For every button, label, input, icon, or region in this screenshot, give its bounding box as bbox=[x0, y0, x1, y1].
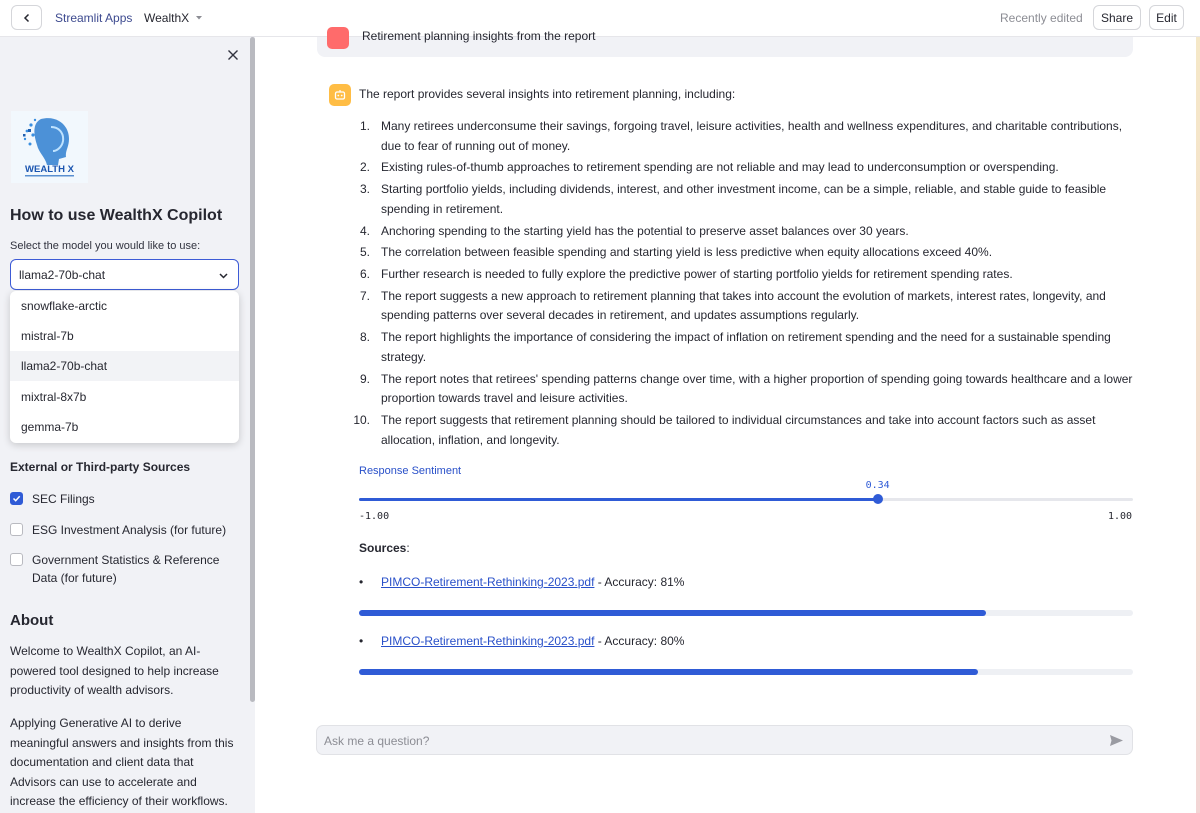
sentiment-value: 0.34 bbox=[865, 480, 890, 491]
checkbox-unchecked[interactable] bbox=[10, 523, 23, 536]
model-option-llama2-70b-chat[interactable]: llama2-70b-chat bbox=[10, 351, 239, 381]
list-item: 7. The report suggests a new approach to retirement planning that takes into account the evolution of markets, interest rates, longevity, and spending patterns over several decades in retirement, and updates assumptions regularly. bbox=[359, 288, 1106, 323]
checkbox-unchecked[interactable] bbox=[10, 553, 23, 566]
accuracy-progress-bar bbox=[359, 610, 1133, 616]
chat-input[interactable] bbox=[316, 725, 1133, 755]
window-edge bbox=[1196, 37, 1200, 813]
checkbox-checked[interactable] bbox=[10, 492, 23, 505]
source-accuracy: - Accuracy: 81% bbox=[594, 575, 685, 589]
sidebar bbox=[0, 37, 255, 813]
model-select[interactable] bbox=[10, 259, 239, 290]
sentiment-min: -1.00 bbox=[359, 511, 390, 522]
user-message bbox=[317, 29, 1133, 57]
sidebar-heading: How to use WealthX Copilot bbox=[10, 207, 223, 224]
user-message-text: Retirement planning insights from the report bbox=[362, 29, 596, 43]
close-icon bbox=[225, 47, 241, 63]
list-item: 2. Existing rules-of-thumb approaches to retirement spending are not reliable and may lead to underconsumption or overspending. bbox=[359, 160, 1059, 175]
sentiment-slider[interactable] bbox=[359, 498, 1133, 501]
app-switcher[interactable] bbox=[144, 11, 203, 25]
edit-button[interactable]: Edit bbox=[1149, 5, 1184, 30]
checkbox-label: SEC Filings bbox=[32, 492, 95, 506]
caret-down-icon bbox=[195, 15, 203, 21]
model-select-value: llama2-70b-chat bbox=[19, 268, 106, 282]
insights-list bbox=[350, 117, 1140, 452]
sentiment-label: Response Sentiment bbox=[359, 465, 462, 477]
sentiment-slider-fill bbox=[359, 498, 878, 501]
model-dropdown bbox=[10, 291, 239, 443]
about-heading: About bbox=[10, 612, 54, 629]
share-button[interactable]: Share bbox=[1093, 5, 1141, 30]
checkbox-label: Government Statistics & Reference Data (for future) bbox=[32, 553, 220, 585]
list-item: 5. The correlation between feasible spending and starting yield is less predictive when equity allocations exceed 40%. bbox=[359, 245, 993, 260]
chevron-down-icon bbox=[218, 270, 229, 281]
top-bar bbox=[0, 0, 1200, 37]
wealthx-logo bbox=[11, 111, 88, 183]
model-option-gemma-7b[interactable]: gemma-7b bbox=[21, 420, 79, 434]
accuracy-progress-bar bbox=[359, 669, 1133, 675]
source-item: • PIMCO-Retirement-Rethinking-2023.pdf - Accuracy: 81% bbox=[359, 575, 685, 589]
list-item: 8. The report highlights the importance of considering the impact of inflation on retirement spending and the need for a sustainable spending strategy. bbox=[359, 330, 1111, 364]
sentiment-max: 1.00 bbox=[1108, 511, 1133, 522]
model-select-label: Select the model you would like to use: bbox=[10, 240, 201, 252]
source-link[interactable]: PIMCO-Retirement-Rethinking-2023.pdf bbox=[381, 634, 595, 648]
source-checkbox-gov-stats[interactable] bbox=[10, 551, 235, 587]
recently-edited-label: Recently edited bbox=[1000, 11, 1083, 25]
about-paragraph-1: Welcome to WealthX Copilot, an AI-powered tool designed to help increase productivity of wealth advisors. bbox=[10, 644, 219, 698]
bot-avatar-icon bbox=[329, 84, 351, 106]
checkmark-icon bbox=[12, 494, 21, 503]
list-item: 1. Many retirees underconsume their savings, forgoing travel, leisure activities, health and wellness expenditures, and charitable contributions, due to fear of running out of money. bbox=[359, 119, 1123, 153]
list-item: 4. Anchoring spending to the starting yield has the potential to preserve asset balances over 30 years. bbox=[359, 223, 909, 238]
breadcrumb-streamlit-apps[interactable]: Streamlit Apps bbox=[55, 11, 133, 25]
chevron-left-icon bbox=[22, 13, 32, 23]
list-item: 10. The report suggests that retirement planning should be tailored to individual circumstances and take into account factors such as asset allocation, inflation, and longevity. bbox=[353, 413, 1096, 447]
source-checkbox-esg[interactable] bbox=[10, 521, 226, 539]
list-item: 6. Further research is needed to fully explore the predictive power of starting portfolio yields for retirement spending rates. bbox=[359, 267, 1013, 282]
user-avatar-icon bbox=[327, 27, 349, 49]
svg-text:WEALTH X: WEALTH X bbox=[25, 164, 74, 175]
source-link[interactable]: PIMCO-Retirement-Rethinking-2023.pdf bbox=[381, 575, 595, 589]
send-icon[interactable] bbox=[1109, 734, 1124, 747]
model-option-mistral-7b[interactable]: mistral-7b bbox=[21, 329, 74, 343]
chat-input-placeholder: Ask me a question? bbox=[324, 734, 430, 748]
accuracy-progress-fill bbox=[359, 610, 986, 616]
source-checkbox-sec-filings[interactable] bbox=[10, 490, 95, 508]
accuracy-progress-fill bbox=[359, 669, 978, 675]
list-item: 3. Starting portfolio yields, including dividends, interest, and other investment income, can be a simple, reliable, and stable guide to feasible spending in retirement. bbox=[359, 182, 1107, 216]
app-name: WealthX bbox=[144, 11, 190, 25]
list-item: 9. The report notes that retirees' spending patterns change over time, with a higher proportion of spending going towards healthcare and a lower proportion towards travel and leisure activities. bbox=[359, 371, 1133, 406]
sentiment-slider-thumb[interactable] bbox=[873, 494, 883, 504]
model-option-snowflake-arctic[interactable]: snowflake-arctic bbox=[21, 299, 108, 313]
source-accuracy: - Accuracy: 80% bbox=[594, 634, 685, 648]
back-button[interactable] bbox=[11, 5, 42, 30]
checkbox-label: ESG Investment Analysis (for future) bbox=[32, 523, 227, 537]
assistant-intro: The report provides several insights into retirement planning, including: bbox=[359, 87, 736, 101]
sources-heading: External or Third-party Sources bbox=[10, 460, 191, 474]
about-paragraph-2: Applying Generative AI to derive meaningful answers and insights from this documentation and client data that Advisors can use to accelerate and increase the efficiency of their workflows. bbox=[10, 716, 234, 809]
close-sidebar-button[interactable] bbox=[225, 47, 241, 63]
model-option-mixtral-8x7b[interactable]: mixtral-8x7b bbox=[21, 390, 87, 404]
source-item: • PIMCO-Retirement-Rethinking-2023.pdf - Accuracy: 80% bbox=[359, 634, 685, 648]
sources-label: Sources: bbox=[359, 541, 410, 555]
main-chat bbox=[255, 29, 1200, 813]
